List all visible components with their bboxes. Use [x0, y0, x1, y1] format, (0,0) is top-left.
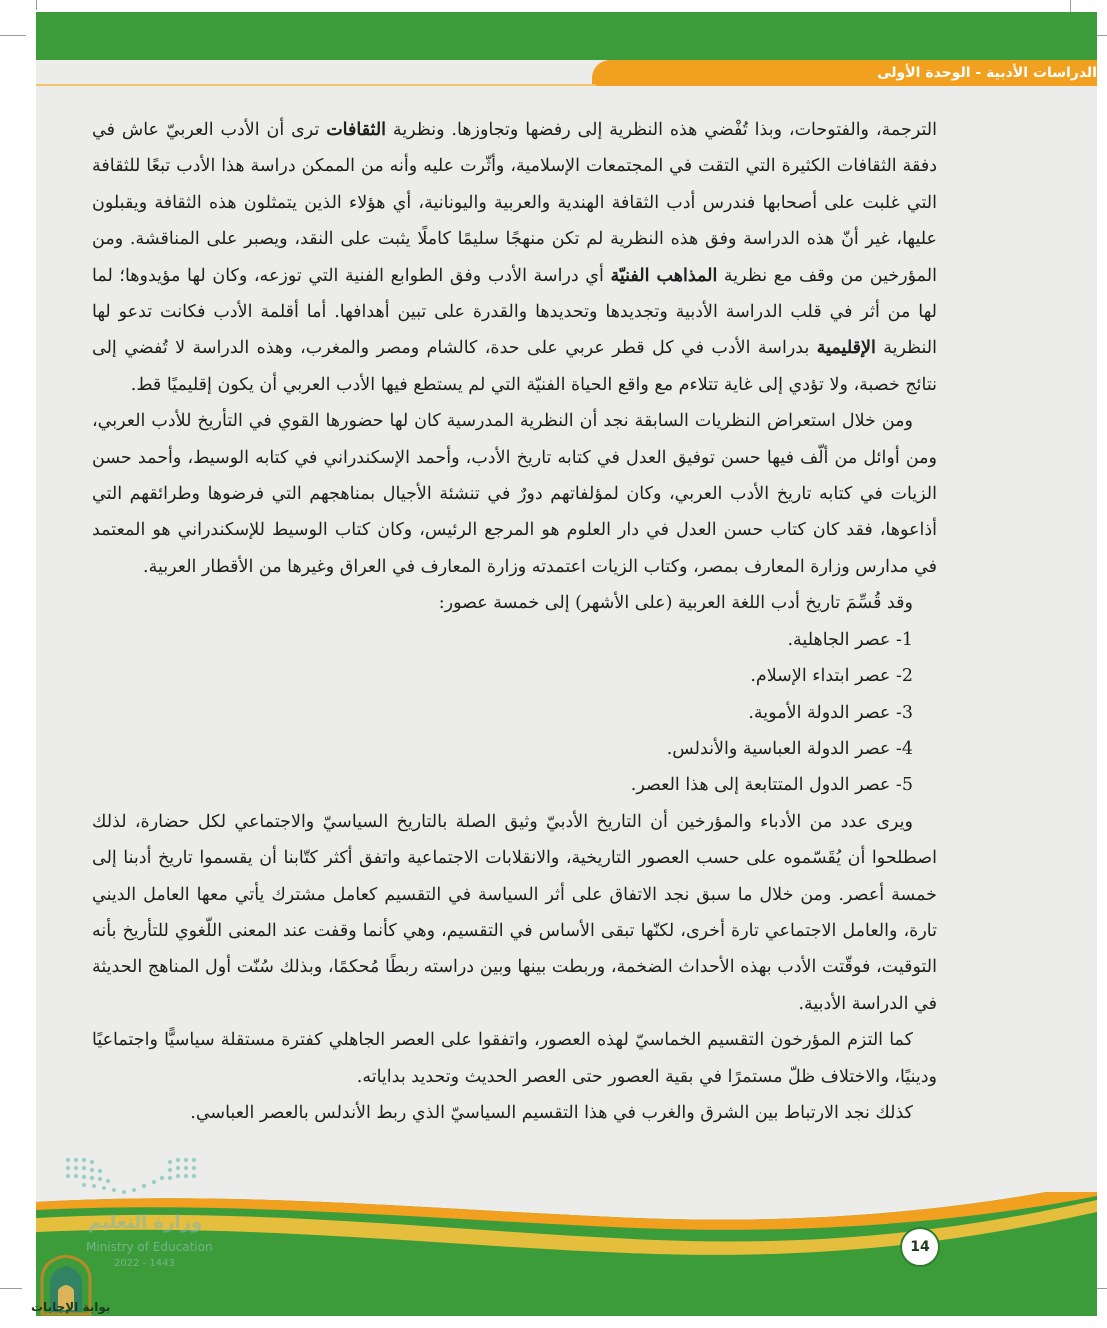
text-run: الترجمة، والفتوحات، وبذا تُفْضي هذه النظرية إلى رفضها وتجاوزها. ونظرية: [386, 120, 937, 140]
ministry-dots-logo: [64, 1154, 204, 1200]
list-item: 3- عصر الدولة الأموية.: [748, 702, 913, 723]
bold-term-regional: الإقليمية: [816, 338, 876, 359]
paragraph-division-intro: وقد قُسِّمَ تاريخ أدب اللغة العربية (على الأشهر) إلى خمسة عصور:: [438, 593, 913, 614]
list-item: 2- عصر ابتداء الإسلام.: [750, 666, 913, 687]
text-run: ترى أن الأدب العربيّ عاش في دفقة الثقافات الكثيرة التي التقت في المجتمعات الإسلامية، وأثّرت عليه وأنه من الممكن دراسة هذا الأدب تبعًا للثقافة التي غلبت على أصحابها فندرس أدب الثقافة الهندية والعربية واليونانية، أي هؤلاء الذين يتمثلون هذه الثقافة ويقبلون عليها، غير أنّ هذه الدراسة وفق هذه النظرية لم تكن منهجًا سليمًا كاملًا يثبت على النقد، ويصبر على المناقشة. ومن المؤرخين من وقف مع نظرية: [92, 120, 937, 286]
paragraph-theories: [92, 112, 937, 403]
paragraph-east-west: كذلك نجد الارتباط بين الشرق والغرب في هذا التقسيم السياسيّ الذي ربط الأندلس بالعصر العباسي.: [190, 1102, 913, 1123]
chapter-title: الدراسات الأدبية - الوحدة الأولى: [877, 65, 1097, 81]
text-run: بدراسة الأدب في كل قطر عربي على حدة، كالشام ومصر والمغرب، وهذه الدراسة لا تُفضي إلى نتائج خصبة، ولا تؤدي إلى غاية تتلاءم مع واقع الحياة الفنيّة التي لم يستطع فيها الأدب العربي أن يكون إقليميًا قط.: [92, 338, 937, 395]
chapter-header: [592, 60, 1097, 86]
crop-mark: [0, 35, 26, 36]
ministry-name-en: Ministry of Education: [86, 1240, 213, 1254]
paragraph-school-theory: ومن خلال استعراض النظريات السابقة نجد أن النظرية المدرسية كان لها حضورها القوي في التأريخ للأدب العربي، ومن أوائل من ألّف فيها حسن توفيق العدل في كتابه تاريخ الأدب، وأحمد الإسكندراني في كتابه الوسيط، وأحمد حسن الزيات في كتابه تاريخ الأدب العربي، وكان لمؤلفاتهم دورٌ في تنشئة الأجيال بمناهجهم التي فرضوها وطرائقهم التي أذاعوها، فقد كان كتاب حسن العدل في دار العلوم هو المرجع الرئيس، وكان كتاب الوسيط للإسكندراني هو المعتمد في مدارس وزارة المعارف بمصر، وكتاب الزيات اعتمدته وزارة المعارف في العراق وغيرها من الأقطار العربية.: [92, 411, 937, 577]
page-number: 14: [900, 1227, 940, 1267]
body-text: [92, 112, 937, 1131]
paragraph-five-fold-division: كما التزم المؤرخون التقسيم الخماسيّ لهذه العصور، واتفقوا على العصر الجاهلي كفترة مستقلة سياسيًّا واجتماعيًا ودينيًا، والاختلاف ظلّ مستمرًا في بقية العصور حتى العصر الحديث وتحديد بداياته.: [92, 1030, 937, 1087]
ministry-year: 2022 - 1443: [114, 1258, 175, 1269]
list-item: 5- عصر الدول المتتابعة إلى هذا العصر.: [630, 775, 913, 796]
header-rule: [36, 84, 596, 86]
ministry-name-ar: وزارة التعليم: [88, 1212, 203, 1233]
paragraph-political-history: ويرى عدد من الأدباء والمؤرخين أن التاريخ الأدبيّ وثيق الصلة بالتاريخ السياسيّ والاجتماعي لكل حضارة، لذلك اصطلحوا أن يُقَسّموه على حسب العصور التاريخية، والانقلابات الاجتماعية واتفق أكثر كتّابنا أن يقسموا تاريخ أدبنا إلى خمسة أعصر. ومن خلال ما سبق نجد الاتفاق على أثر السياسة في التقسيم كعامل مشترك يأتي معها العامل الديني تارة، والعامل الاجتماعي تارة أخرى، لكنّها تبقى الأساس في التقسيم، وهي كأنما وقفت عند المعنى اللّغوي للتأريخ بأنه التوقيت، فوقّتت الأدب بهذه الأحداث الضخمة، وربطت بينها وبين دراسته ربطًا مُحكمًا، وبذلك سُنّت أول المناهج الحديثة في الدراسة الأدبية.: [92, 811, 937, 1014]
crop-mark: [36, 0, 37, 10]
top-green-bar: [36, 12, 1097, 60]
answers-portal-label: بوابة الإجابات: [31, 1300, 111, 1314]
crop-mark: [0, 1288, 22, 1289]
text-run: أي دراسة الأدب وفق الطوابع الفنية التي توزعه، وكان لها مؤيدوها؛ لما لها من أثر في قلب الدراسة الأدبية وتجديدها وتحديدها والقدرة على تبين أهدافها. أما أقلمة الأدب فكانت تدعو لها النظرية: [92, 265, 937, 359]
bold-term-art-schools: المذاهب الفنيّة: [610, 265, 718, 286]
bold-term-cultures: الثقافات: [326, 120, 387, 140]
list-item: 4- عصر الدولة العباسية والأندلس.: [666, 738, 913, 759]
list-item: 1- عصر الجاهلية.: [787, 629, 913, 650]
